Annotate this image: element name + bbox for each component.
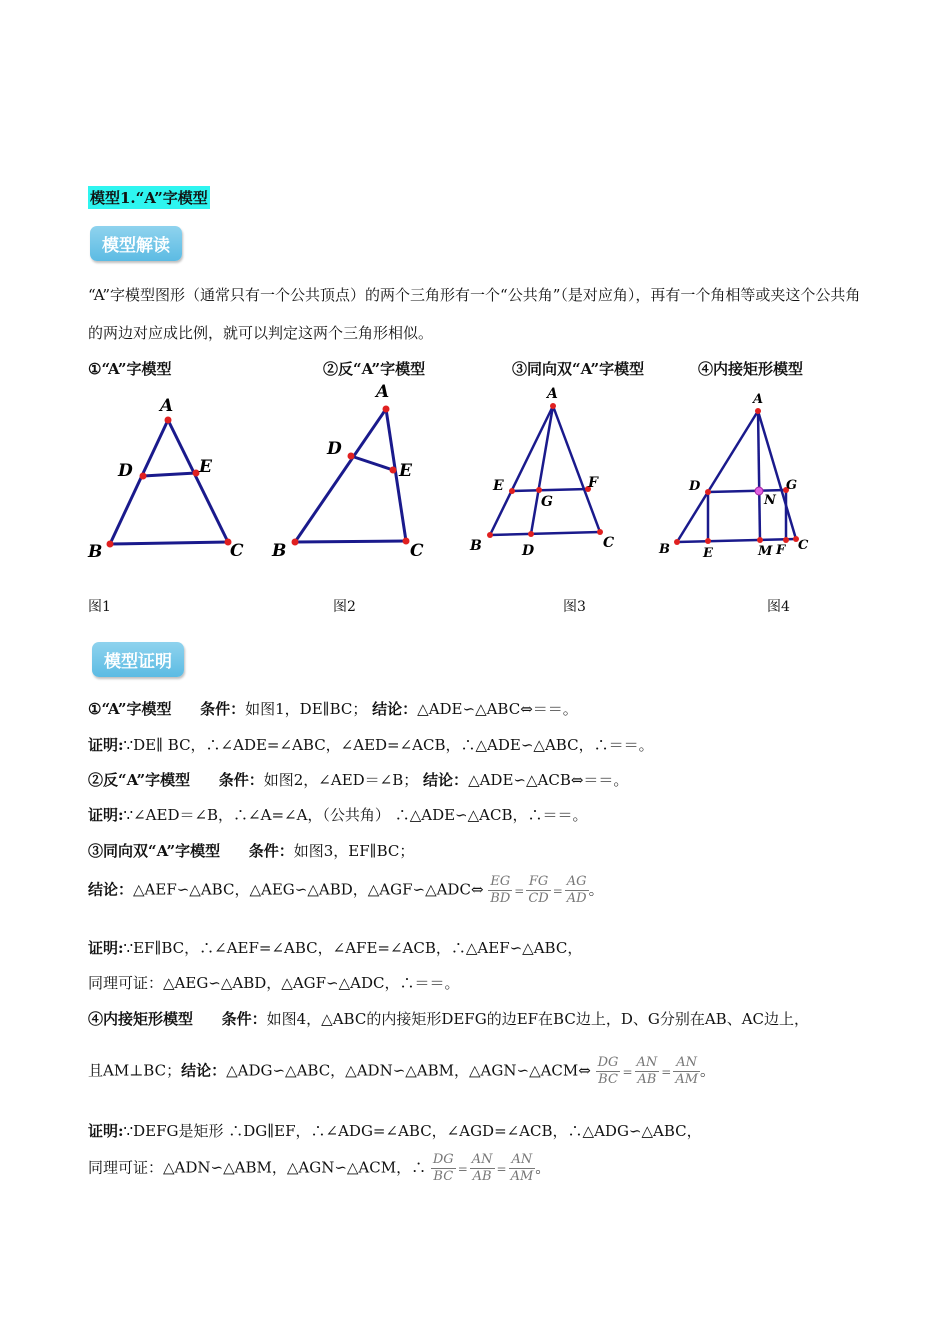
svg-text:C: C [798,538,809,553]
figure-1-diagram [80,390,260,570]
svg-text:B: B [659,542,670,557]
ratio-fraction: $\frac{AG}{AD}$ [566,874,587,906]
svg-text:F: F [776,543,786,558]
svg-text:M: M [758,544,773,559]
svg-text:C: C [603,535,615,551]
proof-line-12: 同理可证：△ADN∽△ABM，△AGN∽△ACM，∴ $\frac{DG}{BC}$ = $\frac{AN}{AB}$ = $\frac{AN}{AM}$ 。 [88,1152,551,1184]
svg-text:G: G [541,494,553,510]
figure-caption-1: 图1 [88,599,111,615]
svg-text:A: A [753,392,764,407]
svg-text:B: B [470,538,482,554]
svg-text:A: A [160,396,174,416]
proof-line-3: ②反“A”字模型 条件：如图2，∠AED＝∠B； 结论：△ADE∽△ACB⇔＝＝。 [88,771,629,789]
svg-text:E: E [703,546,713,561]
svg-text:D: D [689,479,701,494]
proof-line-1: ①“A”字模型 条件：如图1，DE∥BC； 结论：△ADE∽△ABC⇔＝＝。 [88,700,578,718]
badge-model-reading: 模型解读 [90,226,182,261]
svg-text:B: B [88,542,103,562]
svg-text:G: G [786,478,798,493]
figure-label-2: ②反“A”字模型 [323,360,426,378]
figure-caption-2: 图2 [333,599,356,615]
proof-line-9: ④内接矩形模型 条件：如图4，△ABC的内接矩形DEFG的边EF在BC边上，D、G分别在AB、AC边上， [88,1010,810,1028]
figure-3-diagram [465,380,625,565]
badge-model-proof: 模型证明 [92,642,184,677]
figure-caption-3: 图3 [563,599,586,615]
svg-text:A: A [376,382,390,402]
intro-paragraph: “A”字模型图形（通常只有一个公共顶点）的两个三角形有一个“公共角”（是对应角），再有一个角相等或夹这个公共角的两边对应成比例，就可以判定这两个三角形相似。 [88,286,861,342]
figure-label-4: ④内接矩形模型 [698,360,804,378]
svg-text:C: C [230,541,244,561]
proof-line-2: 证明:∵DE∥ BC，∴∠ADE=∠ABC，∠AED=∠ACB，∴△ADE∽△ABC，∴＝＝。 [88,736,654,754]
svg-text:D: D [522,543,535,559]
svg-text:E: E [493,478,504,494]
svg-text:E: E [399,461,412,481]
figure-label-3: ③同向双“A”字模型 [512,360,645,378]
proof-line-6: 结论：△AEF∽△ABC，△AEG∽△ABD，△AGF∽△ADC⇔ $\frac{EG}{BD}$ = $\frac{FG}{CD}$ = $\frac{AG}{AD}$ 。 [88,874,604,906]
proof-line-7: 证明:∵EF∥BC，∴∠AEF=∠ABC，∠AFE=∠ACB，∴△AEF∽△ABC， [88,939,583,957]
section-title: 模型1.“A”字模型 [88,186,210,209]
svg-text:D: D [327,439,342,459]
ratio-fraction: $\frac{EG}{BD}$ [490,874,511,906]
proof-line-11: 证明:∵DEFG是矩形 ∴DG∥EF，∴∠ADG=∠ABC，∠AGD=∠ACB，∴△ADG∽△ABC， [88,1122,702,1140]
svg-text:E: E [199,457,212,477]
svg-text:A: A [547,386,558,402]
svg-text:C: C [410,541,424,561]
proof-line-8: 同理可证：△AEG∽△ABD，△AGF∽△ADC，∴＝＝。 [88,974,460,992]
figure-label-1: ①“A”字模型 [88,360,172,378]
svg-text:D: D [118,461,133,481]
proof-line-5: ③同向双“A”字模型 条件：如图3，EF∥BC； [88,842,415,860]
proof-line-10: 且AM⊥BC；结论：△ADG∽△ABC，△ADN∽△ABM，△AGN∽△ACM⇔ $\frac{DG}{BC}$ = $\frac{AN}{AB}$ = $\frac{AN}{AM}$ 。 [88,1055,716,1087]
figure-2-diagram [265,375,445,570]
proof-line-4: 证明:∵∠AED＝∠B，∴∠A=∠A，（公共角） ∴△ADE∽△ACB，∴＝＝。 [88,806,588,824]
ratio-fraction: $\frac{FG}{CD}$ [528,874,549,906]
figure-caption-4: 图4 [767,599,790,615]
figure-4-diagram [655,385,825,570]
svg-text:N: N [764,493,776,508]
svg-text:F: F [588,475,598,491]
svg-text:B: B [272,541,287,561]
